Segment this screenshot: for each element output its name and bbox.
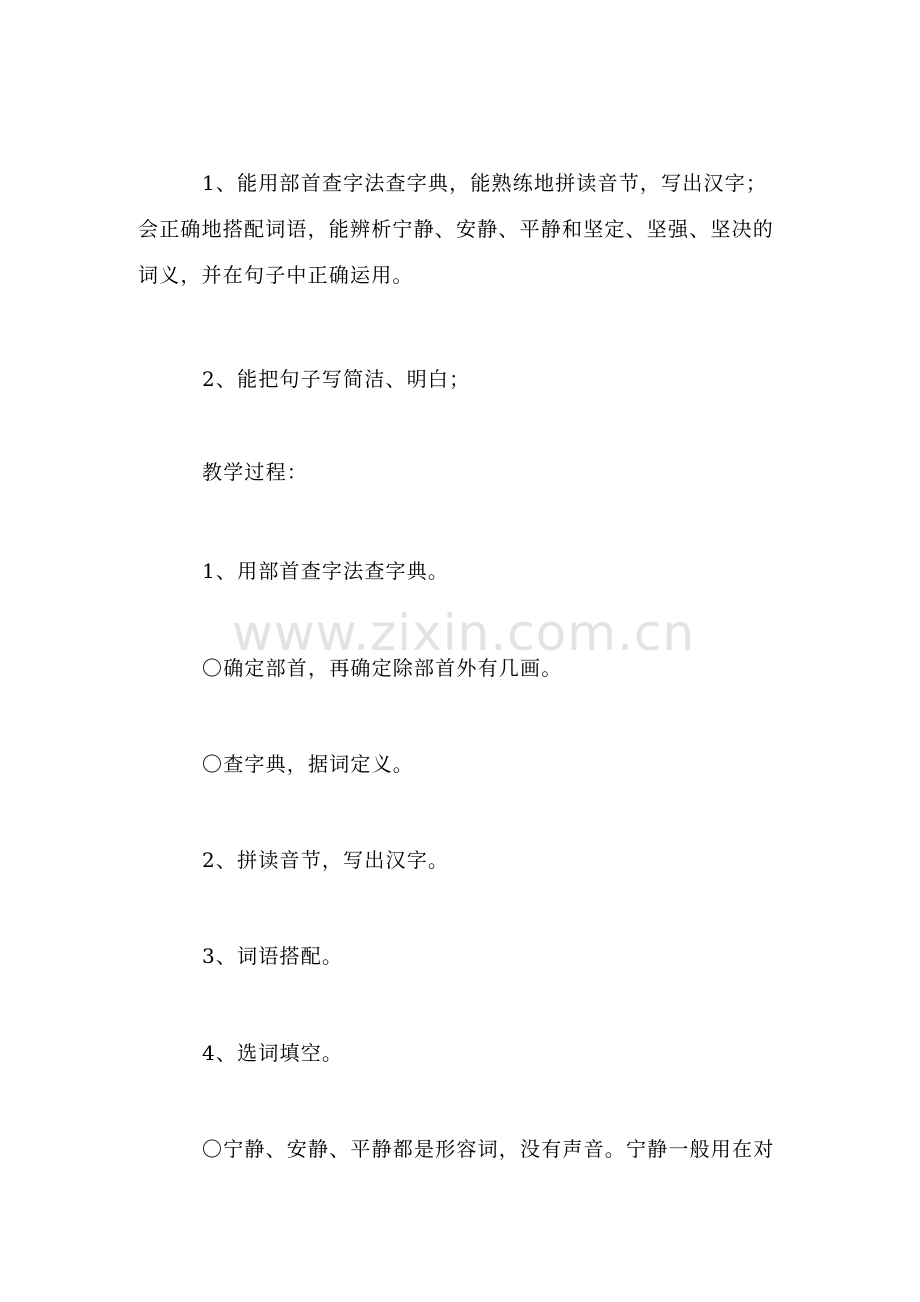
- step-4-paragraph: 4、选词填空。: [202, 1041, 344, 1065]
- teaching-process-heading: 教学过程：: [202, 460, 308, 484]
- step-1-paragraph: 1、用部首查字法查字典。: [202, 559, 450, 583]
- step-4-bullet-1: 〇宁静、安静、平静都是形容词，没有声音。宁静一般用在对: [202, 1137, 775, 1161]
- step-1-bullet-2: 〇查字典，据词定义。: [202, 752, 414, 776]
- objective-1-paragraph: 1、能用部首查字法查字典，能熟练地拼读音节，写出汉字；会正确地搭配词语，能辨析宁静、安静、平静和坚定、坚强、坚决的词义，并在句子中正确运用。: [138, 171, 774, 287]
- step-1-bullet-1: 〇确定部首，再确定除部首外有几画。: [202, 656, 563, 680]
- watermark: www.zixin.com.cn: [232, 604, 696, 662]
- step-3-paragraph: 3、词语搭配。: [202, 944, 344, 968]
- step-2-paragraph: 2、拼读音节，写出汉字。: [202, 848, 450, 872]
- objective-2-paragraph: 2、能把句子写简洁、明白；: [202, 367, 471, 391]
